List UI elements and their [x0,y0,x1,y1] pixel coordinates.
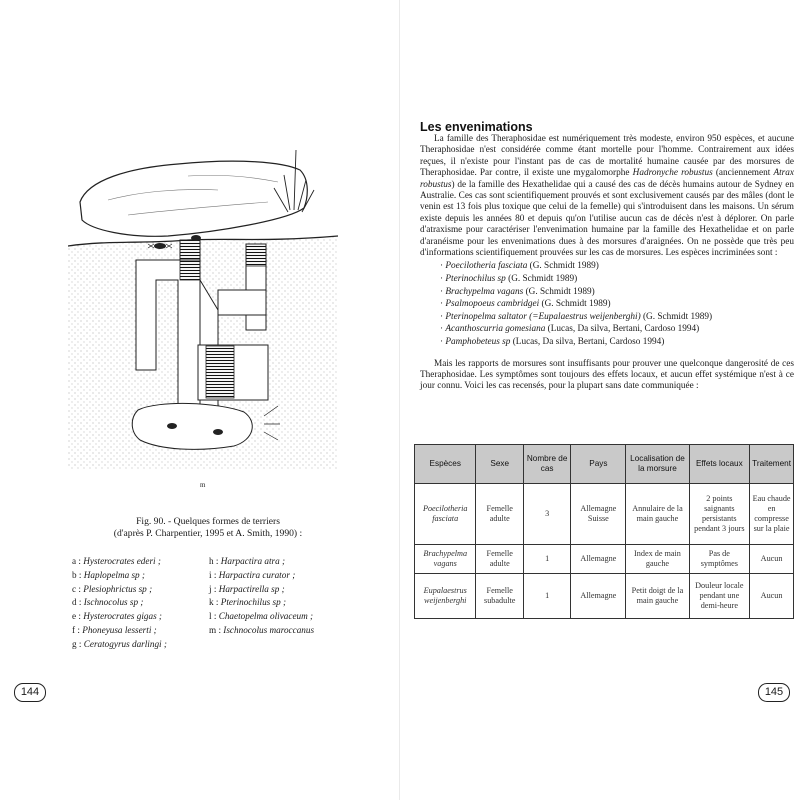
list-item: · Pamphobeteus sp (Lucas, Da silva, Bertani, Cardoso 1994) [440,336,794,349]
table-cell: Poecilotheria fasciata [415,484,476,545]
table-cell: Allemagne [571,574,626,619]
page-number-left: 144 [14,683,46,702]
table-cell: 1 [524,545,571,574]
legend-item: b : Haplopelma sp ; [72,569,145,580]
table-cell: Annulaire de la main gauche [626,484,689,545]
list-item: · Pterinopelma saltator (=Eupalaestrus weijenberghi) (G. Schmidt 1989) [440,311,794,324]
table-row [415,545,794,574]
bite-cases-table [414,444,794,619]
table-cell: Petit doigt de la main gauche [626,574,689,619]
burrow-chamber-upper [218,290,266,315]
table-cell: 1 [524,574,571,619]
table-row [415,484,794,545]
burrow-bottom-chamber [132,403,252,449]
legend-item: f : Phoneyusa lesserti ; [72,624,157,635]
list-item: · Psalmopoeus cambridgei (G. Schmidt 1989) [440,298,794,311]
legend-item: j : Harpactirella sp ; [209,583,285,594]
table-header: Nombre de cas [524,445,571,484]
list-item: · Brachypelma vagans (G. Schmidt 1989) [440,286,794,299]
legend-item: g : Ceratogyrus darlingi ; [72,638,167,649]
table-header: Traitement [750,445,794,484]
right-page [400,0,800,800]
table-cell: Femelle adulte [476,545,524,574]
body-text [420,134,794,393]
silk-lining [180,240,200,280]
paragraph-2: Mais les rapports de morsures sont insuffisants pour prouver une quelconque dangerosité de ces Theraphosidae. Les symptômes sont toujours des effets locaux, et aucun effet systémique n'est à ce jour connu. Voici les cas recensés, pour la plupart sans date communiquée : [420,358,794,392]
table-header: Localisation de la morsure [626,445,689,484]
table-cell: Brachypelma vagans [415,545,476,574]
table-header: Effets locaux [689,445,750,484]
table-header-row [415,445,794,484]
legend-item: k : Pterinochilus sp ; [209,597,287,608]
table-row [415,574,794,619]
table-cell: Eau chaude en compresse sur la plaie [750,484,794,545]
table-cell: Aucun [750,574,794,619]
table-cell: Index de main gauche [626,545,689,574]
legend-column-2 [209,555,359,638]
list-item: · Poecilotheria fasciata (G. Schmidt 1989) [440,260,794,273]
page-number-right: 145 [758,683,790,702]
table-cell: Eupalaestrus weijenberghi [415,574,476,619]
legend-item: c : Plesiophrictus sp ; [72,583,153,594]
legend-item: m : Ischnocolus maroccanus [209,624,315,635]
table-cell: Pas de symptômes [689,545,750,574]
table-cell: Allemagne [571,545,626,574]
legend-item: a : Hysterocrates ederi ; [72,556,161,566]
list-item: · Acanthoscurria gomesiana (Lucas, Da silva, Bertani, Cardoso 1994) [440,323,794,336]
table-cell: 2 points saignants persistants pendant 3 jours [689,484,750,545]
table-header: Pays [571,445,626,484]
caption-line-2: (d'après P. Charpentier, 1995 et A. Smith, 1990) : [113,528,303,539]
table-cell: 3 [524,484,571,545]
table-cell: Femelle subadulte [476,574,524,619]
table-cell: Femelle adulte [476,484,524,545]
legend-item: h : Harpactira atra ; [209,556,286,566]
legend-column-1 [72,555,212,652]
table-header: Sexe [476,445,524,484]
paragraph-1: La famille des Theraphosidae est numériquement très modeste, environ 950 espèces, et aucune Theraphosidae n'est considérée comme étant mortelle pour l'homme. Contrairement aux idées reçues, il n'existe pour l'instant pas de cas de mortalité humaine causée par des morsures de Theraphosidae. Par contre, il existe une mygalomorphe Hadronyche robustus (anciennement Atrax robustus) de la famille des Hexathelidae qui a causé des cas de décès humains autour de Sydney en Australie. Ces cas sont scientifiquement prouvés et sont exclusivement causés par des mâles (dont le venin est 13 fois plus toxique que celui de la femelle) qui s'introduisent dans les maisons. Un sérum existe depuis les années 80 et depuis qu'on l'utilise aucun cas de décès n'est à déplorer. On parle d'atraxisme pour caractériser l'envenimation humaine par la famille des Hexathelidae et on parle d'aranéisme pour les envenimations dues à des morsures d'araignées. On ne possède que très peu d'informations scientifiquement prouvées sur les cas de morsures. Les espèces incriminées sont : [420,134,795,259]
legend-item: e : Hysterocrates gigas ; [72,611,162,622]
figure-letter-tag: m [200,481,206,489]
legend-item: d : Ischnocolus sp ; [72,597,144,608]
caption-line-1: Fig. 90. - Quelques formes de terriers [136,516,280,527]
species-list [420,260,794,348]
burrow-illustration [68,140,338,490]
section-title: Les envenimations [420,120,533,134]
table-cell: Aucun [750,545,794,574]
legend-item: l : Chaetopelma olivaceum ; [209,611,314,622]
table-cell: Douleur locale pendant une demi-heure [689,574,750,619]
table-header: Espèces [415,445,476,484]
list-item: · Pterinochilus sp (G. Schmidt 1989) [440,273,794,286]
table-cell: Allemagne Suisse [571,484,626,545]
legend-item: i : Harpactira curator ; [209,569,296,580]
figure-caption [88,516,328,540]
